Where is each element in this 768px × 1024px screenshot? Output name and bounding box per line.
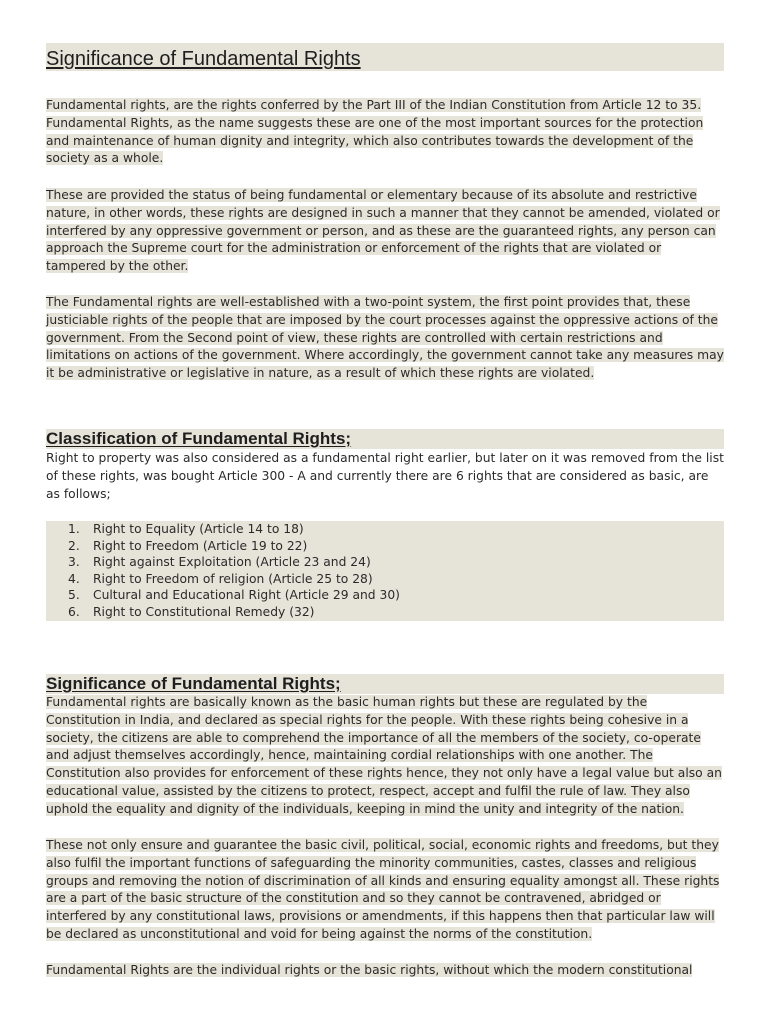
list-item-text: Right to Freedom (Article 19 to 22) [93, 538, 308, 553]
list-item [46, 538, 400, 555]
list-item [46, 554, 400, 571]
list-item-text: Right to Freedom of religion (Article 25 to 28) [93, 571, 373, 586]
significance-paragraph-1-text: Fundamental rights are basically known as the basic human rights but these are regulated by the Constitution in India, and declared as special rights for the people. With these rights being cohesive in a society, the citizens are able to comprehend the importance of all the members of the society, co-operate and adjust themselves accordingly, hence, maintaining cordial relationships with one another. The Constitution also provides for enforcement of these rights hence, they not only have a legal value but also an educational value, assisted by the citizens to protect, respect, accept and fulfil the rule of law. They also uphold the equality and dignity of the individuals, keeping in mind the unity and integrity of the nation. [46, 695, 722, 816]
list-item [46, 521, 400, 538]
significance-paragraph-2 [46, 837, 724, 944]
list-item-number: 3. [68, 555, 80, 570]
list-item-number: 4. [68, 571, 80, 586]
classification-paragraph-text: Right to property was also considered as a fundamental right earlier, but later on it was removed from the list of these rights, was bought Article 300 - A and currently there are 6 rights that are considered as basic, are as follows; [46, 451, 724, 501]
list-item-number: 2. [68, 538, 80, 553]
list-item [46, 587, 400, 604]
list-item [46, 571, 400, 588]
significance-heading: Significance of Fundamental Rights; [46, 674, 341, 693]
list-item-number: 1. [68, 522, 80, 536]
intro-paragraph-3 [46, 294, 724, 383]
list-item-number: 6. [68, 604, 80, 619]
significance-paragraph-3 [46, 962, 724, 980]
significance-paragraph-3-text: Fundamental Rights are the individual rights or the basic rights, without which the modern constitutional [46, 963, 693, 977]
intro-paragraph-1 [46, 97, 724, 168]
list-item-text: Right against Exploitation (Article 23 and 24) [93, 555, 371, 570]
intro-paragraph-2 [46, 187, 724, 276]
rights-list [46, 521, 400, 621]
significance-paragraph-2-text: These not only ensure and guarantee the basic civil, political, social, economic rights and freedoms, but they also fulfil the important functions of safeguarding the minority communities, castes, classes and religious groups and removing the notion of discrimination of all kinds and ensuring equality amongst all. These rights are a part of the basic structure of the constitution and so they cannot be contravened, abridged or interfered by any constitutional laws, provisions or amendments, if this happens then that particular law will be declared as unconstitutional and void for being against the norms of the constitution. [46, 838, 720, 941]
significance-paragraph-1 [46, 694, 724, 819]
classification-paragraph [46, 450, 724, 503]
list-item-number: 5. [68, 588, 80, 603]
intro-paragraph-1-text: Fundamental rights, are the rights conferred by the Part III of the Indian Constitution from Article 12 to 35. Fundamental Rights, as the name suggests these are one of the most important sources for the protection and maintenance of human dignity and integrity, which also contributes towards the development of the society as a whole. [46, 98, 704, 166]
list-item [46, 604, 400, 621]
list-item-text: Right to Constitutional Remedy (32) [93, 604, 315, 619]
page-title: Significance of Fundamental Rights [46, 48, 361, 70]
list-item-text: Right to Equality (Article 14 to 18) [93, 522, 304, 536]
list-item-text: Cultural and Educational Right (Article 29 and 30) [93, 588, 400, 603]
intro-paragraph-2-text: These are provided the status of being fundamental or elementary because of its absolute and restrictive nature, in other words, these rights are designed in such a manner that they cannot be amended, violated or interfered by any oppressive government or person, and as these are the guaranteed rights, any person can approach the Supreme court for the administration or enforcement of the rights that are violated or tampered by the other. [46, 188, 720, 274]
intro-paragraph-3-text: The Fundamental rights are well-established with a two-point system, the first point provides that, these justiciable rights of the people that are imposed by the court processes against the oppressive actions of the government. From the Second point of view, these rights are controlled with certain restrictions and limitations on actions of the government. Where accordingly, the government cannot take any measures may it be administrative or legislative in nature, as a result of which these rights are violated. [46, 295, 724, 381]
classification-heading: Classification of Fundamental Rights; [46, 429, 352, 448]
